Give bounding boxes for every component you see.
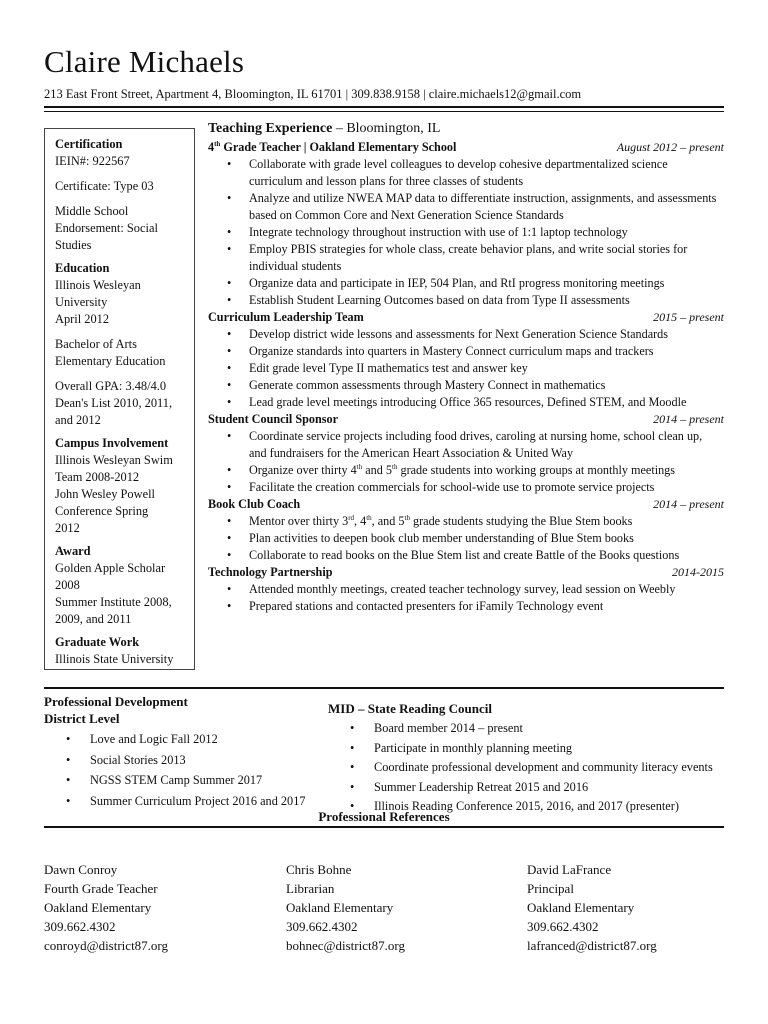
list-item: • Organize standards into quarters in Mastery Connect curriculum maps and trackers — [208, 343, 718, 360]
list-item: • Generate common assessments through Mastery Connect in mathematics — [208, 377, 718, 394]
list-item: • Illinois Reading Conference 2015, 2016, and 2017 (presenter) — [328, 797, 752, 817]
job-header — [208, 496, 724, 513]
sidebar — [55, 136, 190, 668]
list-item: • Establish Student Learning Outcomes based on data from Type II assessments — [208, 292, 718, 309]
list-item: • Board member 2014 – present — [328, 719, 752, 739]
list-item: • Analyze and utilize NWEA MAP data to differentiate instruction, assignments, and assessments based on Common Core and Next Generation Science Standards — [208, 190, 718, 224]
gpa-line: and 2012 — [55, 413, 101, 427]
job-header — [208, 139, 724, 156]
campus-line: 2012 — [55, 521, 80, 535]
list-item: • Love and Logic Fall 2012 — [44, 729, 328, 750]
graduate-heading: Graduate Work — [55, 635, 140, 649]
reading-council — [328, 700, 758, 817]
pd-list — [44, 729, 334, 811]
job-bullets — [208, 156, 724, 309]
job-title: Student Council Sponsor — [208, 412, 339, 426]
list-item: • Collaborate with grade level colleagues to develop cohesive departmentalized science curriculum and lesson plans for three classes of students — [208, 156, 718, 190]
list-item: • Mentor over thirty 3rd, 4th, and 5th grade students studying the Blue Stem books — [208, 513, 718, 530]
certification-heading: Certification — [55, 137, 123, 151]
candidate-name: Claire Michaels — [44, 44, 245, 79]
job-bullets — [208, 513, 724, 564]
endorsement-line: Middle School — [55, 204, 129, 218]
degree-line: Elementary Education — [55, 354, 166, 368]
professional-development — [44, 693, 334, 811]
job-header — [208, 309, 724, 326]
reference-email: bohnec@district87.org — [286, 938, 405, 953]
gpa-line: Dean's List 2010, 2011, — [55, 396, 173, 410]
list-item: • Integrate technology throughout instruction with use of 1:1 laptop technology — [208, 224, 718, 241]
award-line: 2008 — [55, 578, 80, 592]
award-line: Golden Apple Scholar — [55, 561, 166, 575]
job-bullets — [208, 581, 724, 615]
list-item: • Prepared stations and contacted presenters for iFamily Technology event — [208, 598, 718, 615]
list-item: • Participate in monthly planning meeting — [328, 739, 752, 759]
graduate-line: Illinois State University — [55, 652, 174, 666]
list-item: • Lead grade level meetings introducing Office 365 resources, Defined STEM, and Moodle — [208, 394, 718, 411]
reference-card — [527, 860, 747, 955]
reference-name: David LaFrance — [527, 862, 612, 877]
job-title: Curriculum Leadership Team — [208, 310, 364, 324]
list-item: • Collaborate to read books on the Blue Stem list and create Battle of the Books questions — [208, 547, 718, 564]
reference-role: Fourth Grade Teacher — [44, 881, 158, 896]
reference-phone: 309.662.4302 — [286, 919, 358, 934]
campus-line: Conference Spring — [55, 504, 149, 518]
reference-email: lafranced@district87.org — [527, 938, 657, 953]
references-heading: Professional References — [318, 809, 450, 824]
list-item: • Coordinate professional development and community literacy events — [328, 758, 752, 778]
iein-number: IEIN#: 922567 — [55, 154, 130, 168]
certificate-type: Certificate: Type 03 — [55, 179, 154, 193]
degree-line: Bachelor of Arts — [55, 337, 137, 351]
list-item: • Facilitate the creation commercials for school-wide use to promote service projects — [208, 479, 718, 496]
list-item: • Edit grade level Type II mathematics test and answer key — [208, 360, 718, 377]
list-item: • Attended monthly meetings, created teacher technology survey, lead session on Weebly — [208, 581, 718, 598]
job-header — [208, 564, 724, 581]
references-rule — [44, 826, 724, 828]
campus-line: Illinois Wesleyan Swim — [55, 453, 173, 467]
reference-email: conroyd@district87.org — [44, 938, 169, 953]
contact-line: 213 East Front Street, Apartment 4, Bloomington, IL 61701 | 309.838.9158 | claire.michaels12@gmail.com — [44, 87, 582, 101]
job-date: 2014 – present — [653, 497, 724, 511]
education-heading: Education — [55, 261, 110, 275]
header-rule-thick — [44, 106, 724, 108]
teaching-heading: Teaching Experience – Bloomington, IL — [208, 121, 441, 136]
endorsement-line: Studies — [55, 238, 92, 252]
council-list — [328, 719, 758, 817]
job-bullets — [208, 428, 724, 496]
job-date: August 2012 – present — [616, 140, 724, 154]
campus-heading: Campus Involvement — [55, 436, 169, 450]
award-line: 2009, and 2011 — [55, 612, 132, 626]
list-item: • Summer Leadership Retreat 2015 and 2016 — [328, 778, 752, 798]
reference-role: Principal — [527, 881, 574, 896]
reference-name: Dawn Conroy — [44, 862, 118, 877]
endorsement-line: Endorsement: Social — [55, 221, 158, 235]
council-heading: MID – State Reading Council — [328, 701, 492, 716]
list-item: • Plan activities to deepen book club member understanding of Blue Stem books — [208, 530, 718, 547]
list-item: • Coordinate service projects including food drives, caroling at nursing home, school clean up, and fundraisers for the American Heart Association & United Way — [208, 428, 718, 462]
job-date: 2014 – present — [653, 412, 724, 426]
list-item: • Organize data and participate in IEP, 504 Plan, and RtI progress monitoring meetings — [208, 275, 718, 292]
list-item: • Employ PBIS strategies for whole class, create behavior plans, and write social stories for individual students — [208, 241, 718, 275]
award-line: Summer Institute 2008, — [55, 595, 172, 609]
pd-subheading: District Level — [44, 711, 120, 726]
job-title: Technology Partnership — [208, 565, 333, 579]
reference-card — [286, 860, 506, 955]
campus-line: Team 2008-2012 — [55, 470, 140, 484]
reference-org: Oakland Elementary — [44, 900, 152, 915]
pd-heading: Professional Development — [44, 694, 188, 709]
job-title: 4th Grade Teacher | Oakland Elementary School — [208, 139, 457, 154]
reference-card — [44, 860, 264, 955]
header-rule-thin — [44, 111, 724, 112]
list-item: • Organize over thirty 4th and 5th grade students into working groups at monthly meetings — [208, 462, 718, 479]
school-line: April 2012 — [55, 312, 110, 326]
reference-name: Chris Bohne — [286, 862, 352, 877]
award-heading: Award — [55, 544, 91, 558]
reference-phone: 309.662.4302 — [527, 919, 599, 934]
job-header — [208, 411, 724, 428]
teaching-experience — [208, 120, 724, 615]
reference-org: Oakland Elementary — [286, 900, 394, 915]
campus-line: John Wesley Powell — [55, 487, 155, 501]
list-item: • Summer Curriculum Project 2016 and 2017 — [44, 791, 328, 812]
section-rule — [44, 687, 724, 689]
school-line: University — [55, 295, 108, 309]
job-date: 2014-2015 — [672, 565, 724, 579]
job-title: Book Club Coach — [208, 497, 301, 511]
list-item: • Develop district wide lessons and assessments for Next Generation Science Standards — [208, 326, 718, 343]
job-date: 2015 – present — [653, 310, 724, 324]
reference-phone: 309.662.4302 — [44, 919, 116, 934]
gpa-line: Overall GPA: 3.48/4.0 — [55, 379, 167, 393]
list-item: • Social Stories 2013 — [44, 750, 328, 771]
job-bullets — [208, 326, 724, 411]
reference-org: Oakland Elementary — [527, 900, 635, 915]
school-line: Illinois Wesleyan — [55, 278, 141, 292]
reference-role: Librarian — [286, 881, 335, 896]
list-item: • NGSS STEM Camp Summer 2017 — [44, 770, 328, 791]
